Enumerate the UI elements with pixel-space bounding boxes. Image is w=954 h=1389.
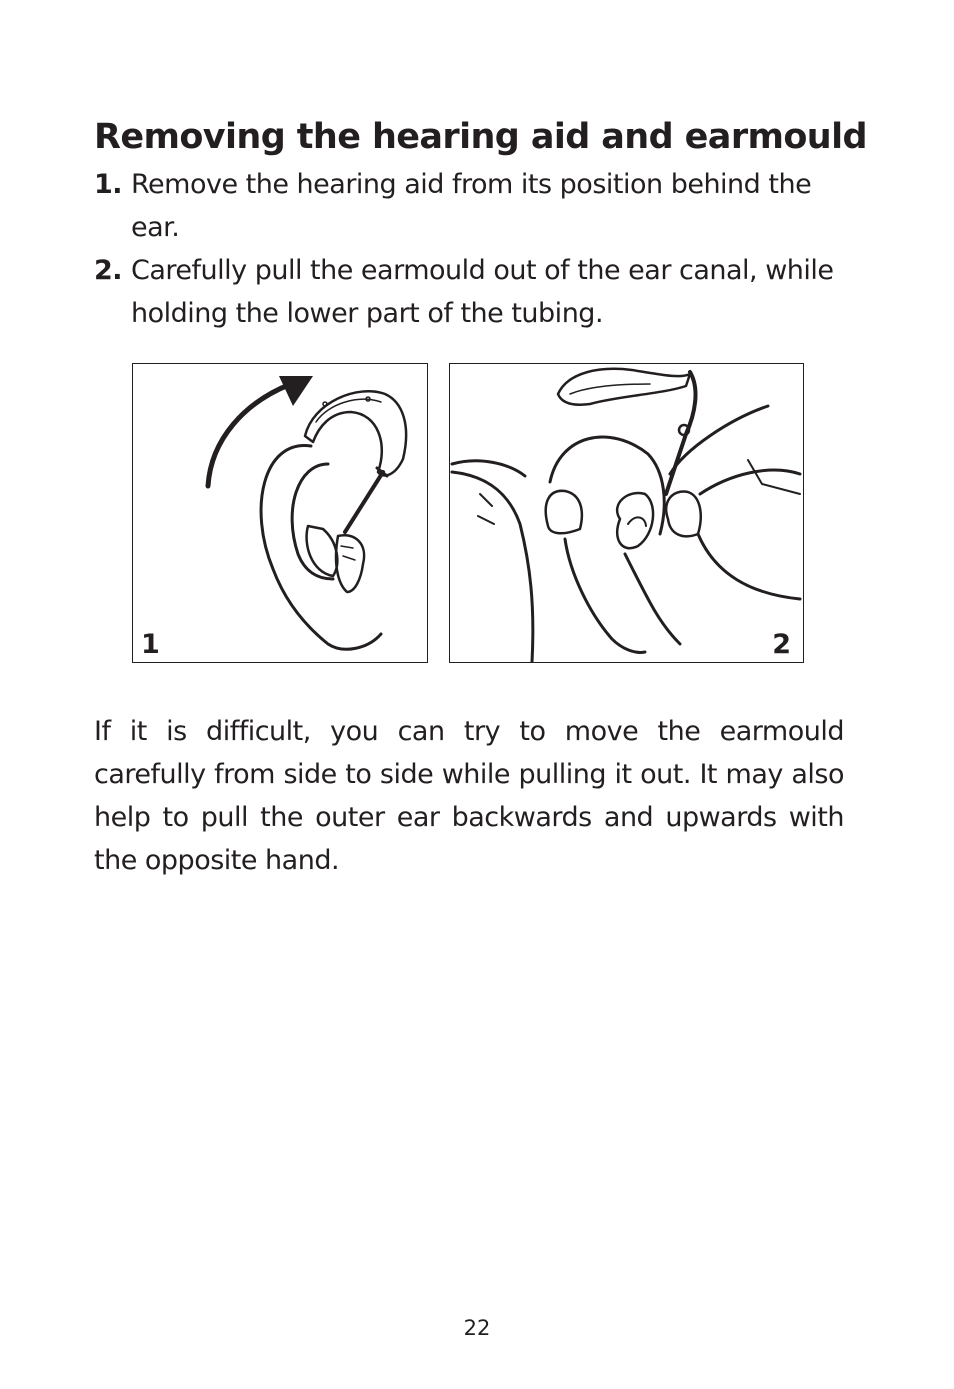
page-title: Removing the hearing aid and earmould	[94, 117, 867, 157]
body-paragraph: If it is difficult, you can try to move the earmould carefully from side to side while pulling it out. It may also help to pull the outer ear backwards and upwards with the opposite hand.	[94, 716, 844, 876]
step-number: 1.	[94, 169, 123, 200]
figure-2	[449, 363, 804, 663]
step-number: 2.	[94, 255, 123, 286]
step-text: Carefully pull the earmould out of the ear canal, while holding the lower part of the tubing.	[131, 255, 834, 329]
fingers-removing-earmould-illustration	[450, 364, 804, 663]
instruction-steps	[94, 163, 834, 335]
ear-with-hearing-aid-illustration	[133, 364, 428, 663]
step-1	[94, 163, 834, 249]
figure-1-label: 1	[141, 629, 160, 660]
step-text: Remove the hearing aid from its position behind the ear.	[131, 169, 812, 243]
figure-2-label: 2	[772, 629, 791, 660]
figure-1	[132, 363, 428, 663]
step-2	[94, 249, 834, 335]
page-number: 22	[463, 1316, 491, 1340]
